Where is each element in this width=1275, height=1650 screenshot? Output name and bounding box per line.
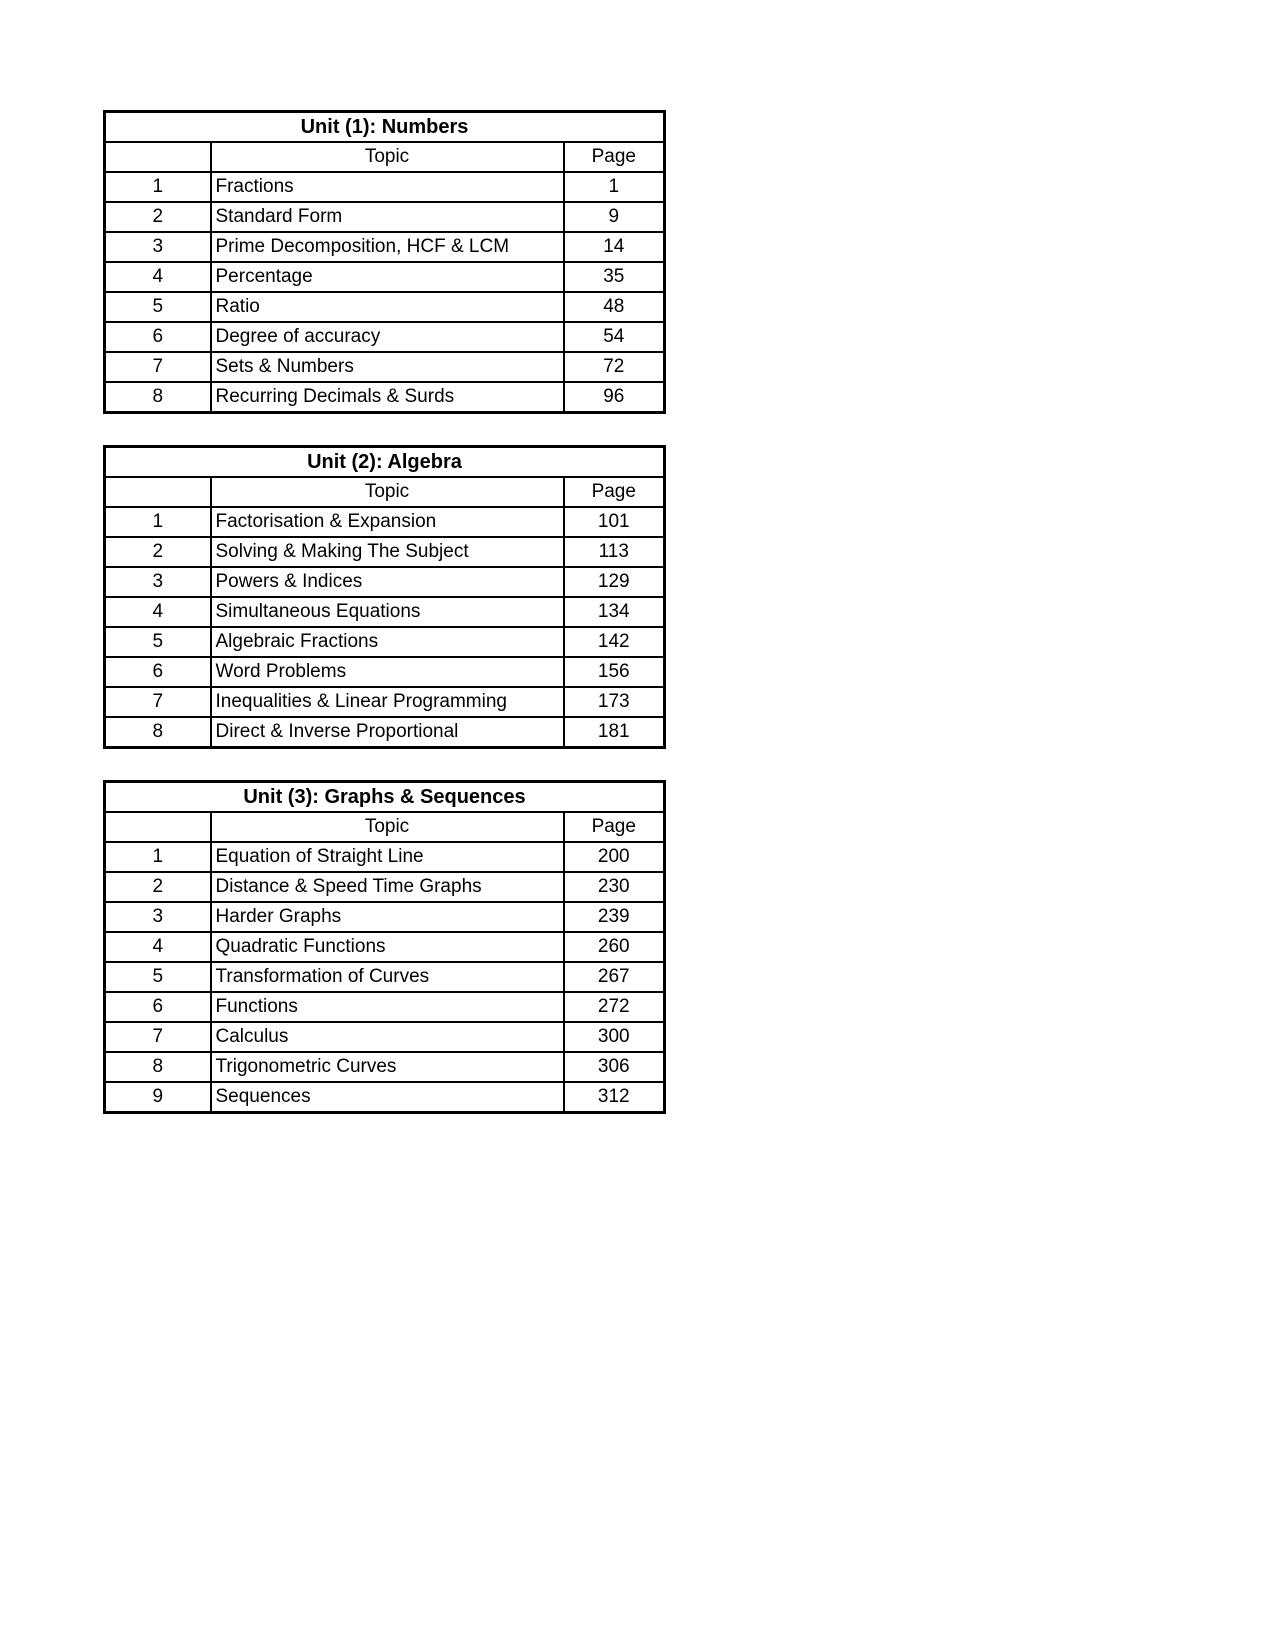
row-number-cell: 5 — [105, 292, 211, 322]
topic-cell: Prime Decomposition, HCF & LCM — [211, 232, 564, 262]
topic-column-header: Topic — [211, 477, 564, 507]
topic-cell: Recurring Decimals & Surds — [211, 382, 564, 413]
row-number-cell: 1 — [105, 842, 211, 872]
index-column-header — [105, 477, 211, 507]
page-column-header: Page — [564, 477, 665, 507]
topic-cell: Transformation of Curves — [211, 962, 564, 992]
topic-cell: Algebraic Fractions — [211, 627, 564, 657]
row-number-cell: 2 — [105, 872, 211, 902]
contents-tables — [103, 110, 666, 1114]
row-number-cell: 6 — [105, 322, 211, 352]
row-number-cell: 3 — [105, 567, 211, 597]
page-number-cell: 306 — [564, 1052, 665, 1082]
page-number-cell: 156 — [564, 657, 665, 687]
topic-cell: Word Problems — [211, 657, 564, 687]
row-number-cell: 7 — [105, 352, 211, 382]
topic-cell: Distance & Speed Time Graphs — [211, 872, 564, 902]
topic-cell: Ratio — [211, 292, 564, 322]
table-row — [105, 627, 665, 657]
page-number-cell: 1 — [564, 172, 665, 202]
page-column-header: Page — [564, 812, 665, 842]
table-row — [105, 932, 665, 962]
unit-table-2 — [103, 445, 666, 749]
page-number-cell: 173 — [564, 687, 665, 717]
table-row — [105, 172, 665, 202]
topic-cell: Simultaneous Equations — [211, 597, 564, 627]
column-header-row — [105, 477, 665, 507]
row-number-cell: 4 — [105, 597, 211, 627]
topic-cell: Inequalities & Linear Programming — [211, 687, 564, 717]
topic-cell: Trigonometric Curves — [211, 1052, 564, 1082]
page-number-cell: 9 — [564, 202, 665, 232]
table-row — [105, 687, 665, 717]
topic-cell: Standard Form — [211, 202, 564, 232]
unit-title: Unit (3): Graphs & Sequences — [105, 782, 665, 813]
table-row — [105, 962, 665, 992]
page-number-cell: 181 — [564, 717, 665, 748]
page-number-cell: 35 — [564, 262, 665, 292]
row-number-cell: 9 — [105, 1082, 211, 1113]
row-number-cell: 3 — [105, 902, 211, 932]
table-row — [105, 202, 665, 232]
topic-cell: Percentage — [211, 262, 564, 292]
row-number-cell: 1 — [105, 172, 211, 202]
table-row — [105, 1022, 665, 1052]
page-number-cell: 239 — [564, 902, 665, 932]
table-row — [105, 992, 665, 1022]
unit-table-3 — [103, 780, 666, 1114]
row-number-cell: 8 — [105, 382, 211, 413]
unit-title-row — [105, 112, 665, 143]
page-number-cell: 101 — [564, 507, 665, 537]
row-number-cell: 7 — [105, 687, 211, 717]
topic-cell: Sets & Numbers — [211, 352, 564, 382]
row-number-cell: 1 — [105, 507, 211, 537]
unit-title: Unit (2): Algebra — [105, 447, 665, 478]
topic-cell: Sequences — [211, 1082, 564, 1113]
row-number-cell: 6 — [105, 992, 211, 1022]
topic-cell: Factorisation & Expansion — [211, 507, 564, 537]
topic-cell: Equation of Straight Line — [211, 842, 564, 872]
page-number-cell: 200 — [564, 842, 665, 872]
row-number-cell: 8 — [105, 1052, 211, 1082]
table-row — [105, 292, 665, 322]
page-number-cell: 312 — [564, 1082, 665, 1113]
row-number-cell: 4 — [105, 262, 211, 292]
topic-column-header: Topic — [211, 812, 564, 842]
table-row — [105, 872, 665, 902]
page-number-cell: 230 — [564, 872, 665, 902]
table-row — [105, 597, 665, 627]
row-number-cell: 2 — [105, 202, 211, 232]
row-number-cell: 5 — [105, 627, 211, 657]
row-number-cell: 8 — [105, 717, 211, 748]
page-number-cell: 134 — [564, 597, 665, 627]
table-row — [105, 657, 665, 687]
index-column-header — [105, 142, 211, 172]
table-row — [105, 537, 665, 567]
row-number-cell: 3 — [105, 232, 211, 262]
table-row — [105, 1052, 665, 1082]
row-number-cell: 5 — [105, 962, 211, 992]
page-number-cell: 48 — [564, 292, 665, 322]
page-number-cell: 113 — [564, 537, 665, 567]
page-number-cell: 96 — [564, 382, 665, 413]
page-number-cell: 260 — [564, 932, 665, 962]
column-header-row — [105, 142, 665, 172]
table-row — [105, 567, 665, 597]
unit-title-row — [105, 447, 665, 478]
table-row — [105, 262, 665, 292]
column-header-row — [105, 812, 665, 842]
topic-cell: Fractions — [211, 172, 564, 202]
topic-cell: Direct & Inverse Proportional — [211, 717, 564, 748]
page-number-cell: 300 — [564, 1022, 665, 1052]
row-number-cell: 4 — [105, 932, 211, 962]
row-number-cell: 2 — [105, 537, 211, 567]
page-number-cell: 272 — [564, 992, 665, 1022]
page-number-cell: 14 — [564, 232, 665, 262]
table-row — [105, 382, 665, 413]
table-row — [105, 842, 665, 872]
page-column-header: Page — [564, 142, 665, 172]
table-row — [105, 232, 665, 262]
page-number-cell: 142 — [564, 627, 665, 657]
topic-cell: Calculus — [211, 1022, 564, 1052]
row-number-cell: 6 — [105, 657, 211, 687]
topic-column-header: Topic — [211, 142, 564, 172]
page-number-cell: 267 — [564, 962, 665, 992]
table-row — [105, 902, 665, 932]
unit-title-row — [105, 782, 665, 813]
page-number-cell: 54 — [564, 322, 665, 352]
topic-cell: Functions — [211, 992, 564, 1022]
unit-table-1 — [103, 110, 666, 414]
topic-cell: Harder Graphs — [211, 902, 564, 932]
table-row — [105, 1082, 665, 1113]
table-row — [105, 322, 665, 352]
topic-cell: Quadratic Functions — [211, 932, 564, 962]
table-row — [105, 352, 665, 382]
table-row — [105, 507, 665, 537]
topic-cell: Degree of accuracy — [211, 322, 564, 352]
table-row — [105, 717, 665, 748]
unit-title: Unit (1): Numbers — [105, 112, 665, 143]
page-number-cell: 72 — [564, 352, 665, 382]
index-column-header — [105, 812, 211, 842]
topic-cell: Solving & Making The Subject — [211, 537, 564, 567]
topic-cell: Powers & Indices — [211, 567, 564, 597]
page-number-cell: 129 — [564, 567, 665, 597]
row-number-cell: 7 — [105, 1022, 211, 1052]
